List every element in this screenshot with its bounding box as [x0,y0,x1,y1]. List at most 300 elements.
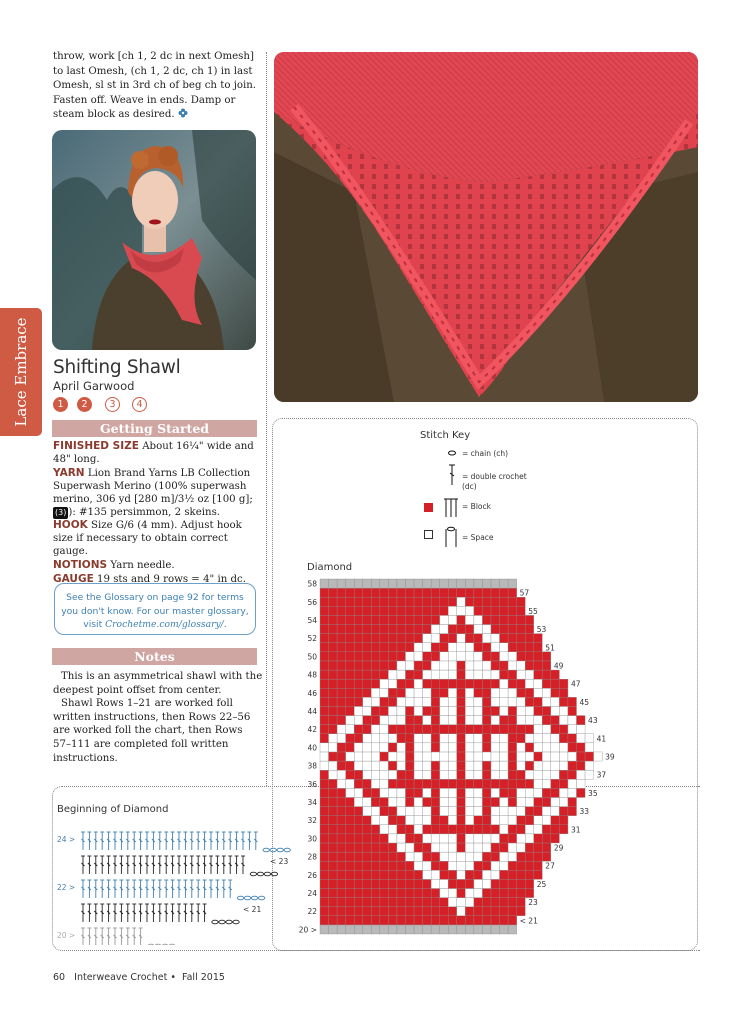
chart-cell [500,597,509,606]
chart-cell [431,843,440,852]
chart-cell [440,870,449,879]
chart-cell [363,761,372,770]
chart-cell [371,679,380,688]
chart-cell [525,797,534,806]
chart-cell [500,870,509,879]
stitch-symbol [222,856,226,874]
chart-cell [440,843,449,852]
chart-cell [414,861,423,870]
chart-cell [346,625,355,634]
chart-cell [474,725,483,734]
chart-cell [525,625,534,634]
chart-cell [534,634,543,643]
chart-cell [465,870,474,879]
chart-cell [320,825,329,834]
chart-cell [542,706,551,715]
chart-cell [577,788,586,797]
chart-cell [320,643,329,652]
chart-cell [406,716,415,725]
chart-cell [525,843,534,852]
chart-cell [577,761,586,770]
stitch-symbol [87,904,91,922]
chart-cell [508,615,517,624]
glossary-link[interactable]: Crochetme.com/glossary/. [105,619,227,630]
chart-cell [491,697,500,706]
chart-cell [337,706,346,715]
chart-cell [371,779,380,788]
chart-cell [346,734,355,743]
stitch-symbol [145,832,149,850]
chart-cell [542,788,551,797]
stitch-symbol [94,904,98,922]
chart-cell [465,588,474,597]
chart-cell [423,879,432,888]
chart-cell [542,652,551,661]
chart-cell [534,679,543,688]
chart-cell [320,797,329,806]
chart-cell [568,743,577,752]
chart-cell [551,779,560,788]
stitch-symbol [171,880,175,898]
stitch-symbol [171,904,175,922]
chart-cell [346,706,355,715]
chart-row-label-left: 44 [307,706,317,716]
stitch-symbol [203,832,207,850]
chart-cell [474,588,483,597]
chart-cell [457,825,466,834]
chart-cell [534,788,543,797]
chart-cell [388,825,397,834]
chart-cell [474,670,483,679]
chart-cell [406,615,415,624]
chart-cell [371,834,380,843]
chart-cell [448,652,457,661]
chart-cell [329,706,338,715]
chart-cell [559,697,568,706]
chart-cell [337,888,346,897]
chart-cell [380,670,389,679]
chart-cell [457,879,466,888]
chart-cell [354,925,363,934]
stitch-symbol [145,880,149,898]
stitch-symbol [183,856,187,874]
chart-cell [354,825,363,834]
chart-cell [406,625,415,634]
chart-cell [337,606,346,615]
chart-cell [380,852,389,861]
stitch-symbol [196,856,200,874]
chart-cell [363,898,372,907]
chart-cell [568,770,577,779]
chart-cell [474,888,483,897]
getting-started-header: Getting Started [52,420,257,437]
chart-cell [380,734,389,743]
chart-cell [320,697,329,706]
stitch-symbol [151,904,155,922]
chart-title: Diamond [307,562,353,573]
chart-cell [363,852,372,861]
chart-cell [508,888,517,897]
chart-cell [388,679,397,688]
chart-cell [346,925,355,934]
chart-cell [388,816,397,825]
chart-cell [474,597,483,606]
chart-cell [568,797,577,806]
chart-cell [431,634,440,643]
stitch-symbol [158,832,162,850]
chain-symbol [162,944,168,945]
chart-cell [508,925,517,934]
chain-symbol [244,896,250,900]
chart-cell [500,606,509,615]
stitch-symbol [94,928,98,945]
chart-cell [354,788,363,797]
chart-cell [388,661,397,670]
chart-cell [371,670,380,679]
chart-cell [320,816,329,825]
chain-symbol [226,920,232,924]
stitch-symbol [139,904,143,922]
chart-cell [474,679,483,688]
chart-cell [329,843,338,852]
chart-cell [329,879,338,888]
chart-cell [397,752,406,761]
chart-cell [337,643,346,652]
chart-cell [440,779,449,788]
stitch-symbol [177,856,181,874]
chart-cell [388,670,397,679]
chart-cell [491,779,500,788]
chart-cell [482,788,491,797]
chart-cell [414,870,423,879]
chart-cell [329,716,338,725]
chart-cell [423,725,432,734]
chart-row-label-right: 39 [605,752,615,762]
chart-cell [457,797,466,806]
chart-cell [577,743,586,752]
chart-cell [551,706,560,715]
chart-cell [414,779,423,788]
chart-cell [448,852,457,861]
chart-cell [354,861,363,870]
chart-cell [551,697,560,706]
chart-cell [491,816,500,825]
chart-cell [363,670,372,679]
chart-cell [465,652,474,661]
chart-cell [448,588,457,597]
chart-cell [457,606,466,615]
chart-cell [482,688,491,697]
chart-cell [397,852,406,861]
chart-cell [388,761,397,770]
chart-cell [482,834,491,843]
chart-cell [508,898,517,907]
chart-cell [500,725,509,734]
chart-cell [423,916,432,925]
finished-size-value: About 16¼" wide and 48" long. [53,441,254,465]
chart-cell [585,743,594,752]
chart-cell [448,807,457,816]
chart-cell [380,870,389,879]
chart-cell [440,925,449,934]
chart-cell [397,579,406,588]
chart-cell [431,752,440,761]
chart-cell [431,834,440,843]
chart-cell [491,898,500,907]
chart-cell [457,670,466,679]
chart-cell [551,807,560,816]
chart-cell [517,807,526,816]
chart-cell [440,816,449,825]
chart-cell [491,861,500,870]
stitch-symbol [183,904,187,922]
chart-cell [500,679,509,688]
chart-cell [388,797,397,806]
chart-cell [337,615,346,624]
chart-cell [448,634,457,643]
chart-cell [337,579,346,588]
chart-cell [354,779,363,788]
chart-cell [320,679,329,688]
chart-cell [371,697,380,706]
chain-symbol [233,920,239,924]
chart-cell [354,706,363,715]
chart-cell [337,816,346,825]
stitch-symbol [247,832,251,850]
yarn-label: YARN [53,466,85,479]
chart-cell [440,606,449,615]
chart-cell [465,615,474,624]
chart-cell [423,579,432,588]
chart-cell [414,734,423,743]
chart-row-label-left: 54 [307,615,317,625]
chart-cell [423,652,432,661]
chart-cell [457,588,466,597]
chart-row-label-left: 28 [307,852,317,862]
chart-cell [397,615,406,624]
chart-cell [508,734,517,743]
chart-cell [337,898,346,907]
chart-cell [406,725,415,734]
chart-cell [406,788,415,797]
chart-cell [440,706,449,715]
chart-cell [431,852,440,861]
chart-cell [363,743,372,752]
stitch-symbol [235,856,239,874]
chart-cell [337,879,346,888]
chart-cell [457,907,466,916]
chart-cell [551,770,560,779]
chart-cell [388,843,397,852]
chart-cell [508,816,517,825]
stitch-symbol [158,880,162,898]
chart-cell [534,734,543,743]
stitch-symbol [228,832,232,850]
chart-cell [440,615,449,624]
chart-cell [465,770,474,779]
chart-cell [474,879,483,888]
page-number: 60 [53,972,66,983]
chart-cell [414,725,423,734]
chart-cell [329,907,338,916]
chart-cell [329,597,338,606]
chart-cell [542,697,551,706]
chart-cell [346,807,355,816]
chart-cell [431,816,440,825]
chart-cell [431,697,440,706]
chart-row-label-right: 35 [588,788,598,798]
chart-cell [388,734,397,743]
chart-cell [346,615,355,624]
chart-cell [517,825,526,834]
stitch-symbol [94,832,98,850]
chart-cell [431,925,440,934]
chart-cell [406,579,415,588]
chart-cell [363,870,372,879]
chart-cell [500,579,509,588]
chart-cell [388,898,397,907]
chart-cell [371,925,380,934]
stitch-symbol [81,928,85,945]
chart-cell [380,807,389,816]
chart-cell [508,861,517,870]
stitch-symbol [87,928,91,945]
chart-cell [354,761,363,770]
chart-cell [508,661,517,670]
chart-cell [346,679,355,688]
chart-cell [320,888,329,897]
chart-cell [329,925,338,934]
chart-cell [397,652,406,661]
chart-cell [363,843,372,852]
chart-cell [465,907,474,916]
chart-cell [482,661,491,670]
chart-cell [337,870,346,879]
chart-cell [559,716,568,725]
chart-cell [465,898,474,907]
chart-cell [525,834,534,843]
chart-cell [517,670,526,679]
chart-cell [329,788,338,797]
stitch-symbol [241,832,245,850]
chart-cell [354,716,363,725]
chart-cell [397,679,406,688]
chart-cell [482,888,491,897]
chart-row-label-left: 56 [307,597,317,607]
stitch-symbol [196,832,200,850]
chart-cell [371,625,380,634]
chart-cell [457,634,466,643]
chart-cell [431,770,440,779]
chart-cell [482,870,491,879]
chart-cell [397,797,406,806]
chart-cell [337,670,346,679]
chart-cell [337,725,346,734]
chart-cell [440,907,449,916]
chart-cell [525,643,534,652]
chart-cell [500,925,509,934]
chart-cell [508,779,517,788]
chart-cell [448,716,457,725]
chart-cell [406,679,415,688]
chart-cell [329,615,338,624]
chart-cell [431,761,440,770]
chart-cell [346,743,355,752]
chart-cell [508,770,517,779]
chart-cell [337,761,346,770]
chart-cell [448,779,457,788]
stitch-symbol [228,880,232,898]
chart-cell [457,852,466,861]
chart-cell [457,916,466,925]
chart-cell [320,625,329,634]
chart-cell [482,807,491,816]
chart-cell [397,634,406,643]
chart-cell [363,861,372,870]
chart-cell [482,825,491,834]
chart-cell [491,579,500,588]
chart-cell [363,634,372,643]
chart-cell [508,625,517,634]
chart-cell [329,688,338,697]
chart-cell [457,770,466,779]
stitch-symbol [158,904,162,922]
chain-symbol [219,920,225,924]
chart-cell [440,679,449,688]
chart-cell [388,688,397,697]
chart-cell [346,579,355,588]
chart-cell [363,643,372,652]
publication-name: Interweave Crochet [74,972,168,983]
chart-cell [320,652,329,661]
chart-cell [397,816,406,825]
chart-cell [448,879,457,888]
chart-cell [559,679,568,688]
chart-cell [371,743,380,752]
chart-cell [542,679,551,688]
chart-cell [346,597,355,606]
chart-cell [329,752,338,761]
chart-cell [337,834,346,843]
chart-cell [508,597,517,606]
chart-cell [551,743,560,752]
chart-cell [423,743,432,752]
stitch-symbol [190,832,194,850]
chart-cell [517,752,526,761]
chart-cell [380,816,389,825]
chart-cell [508,879,517,888]
chart-cell [542,752,551,761]
stitch-symbol [119,832,123,850]
stitch-symbol [107,856,111,874]
chart-cell [508,752,517,761]
chart-cell [363,916,372,925]
chart-cell [525,879,534,888]
chart-cell [525,888,534,897]
chart-cell [508,706,517,715]
chart-cell [448,670,457,679]
chart-cell [363,779,372,788]
chart-cell [508,825,517,834]
chart-cell [440,797,449,806]
stitch-symbol [139,880,143,898]
chart-cell [457,788,466,797]
chart-cell [474,852,483,861]
chart-cell [329,625,338,634]
chart-cell [423,661,432,670]
chart-cell [491,734,500,743]
stitch-symbol [139,856,143,874]
